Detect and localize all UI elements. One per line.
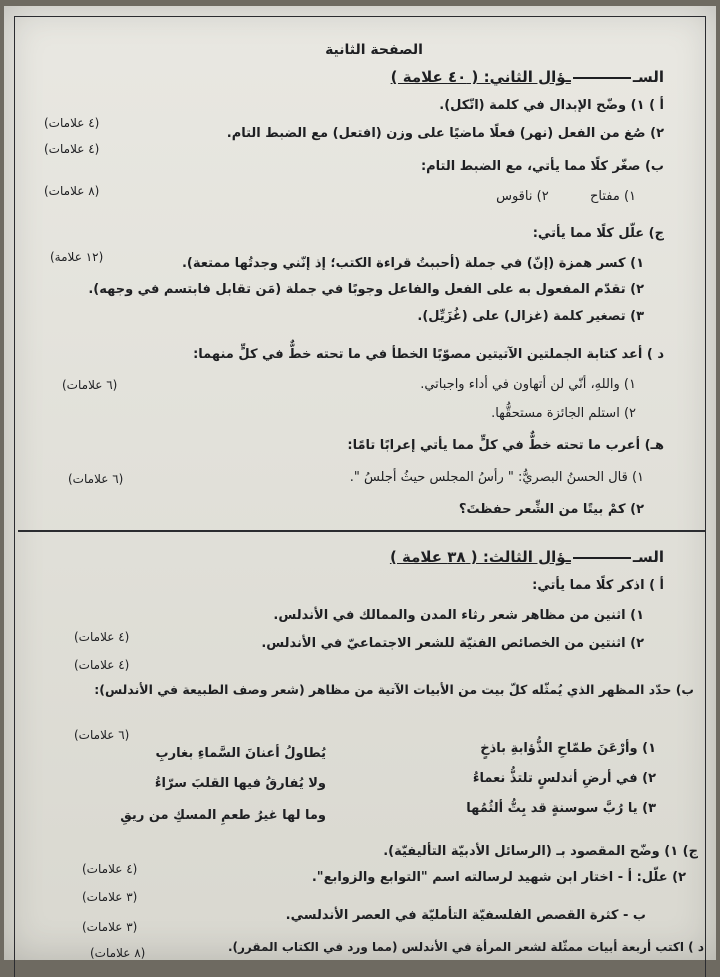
section-divider — [18, 530, 706, 532]
q3-c3: ب - كثرة القصص الفلسفيّة التأمليّة في العصر الأندلسي. — [285, 908, 646, 923]
q3-a2: ٢) اثنتين من الخصائص الفنيّة للشعر الاجتماعيّ في الأندلس. — [261, 636, 644, 651]
q3-c2-marks: (٣ علامات) — [82, 890, 138, 904]
q2-heading-start: السـ — [632, 68, 664, 86]
q2-c3: ٣) تصغير كلمة (غزال) على (غُزَيِّل). — [417, 309, 644, 324]
q3-b-marks: (٦ علامات) — [74, 728, 130, 742]
q2-heading-end: ـؤال الثاني: ( ٤٠ علامة ) — [390, 68, 571, 86]
q2-c2: ٢) تقدّم المفعول به على الفعل والفاعل وجوبًا في جملة (مَن تقابل فابتسم في وجهه). — [88, 282, 644, 297]
q2-d: د ) أعد كتابة الجملتين الآتيتين مصوّبًا الخطأ في ما تحته خطٌّ في كلٍّ منهما: — [193, 347, 664, 362]
q3-heading-end: ـؤال الثالث: ( ٣٨ علامة ) — [389, 548, 571, 566]
q3-b: ب) حدّد المظهر الذي يُمثّله كلّ بيت من الأبيات الآتية من مظاهر (شعر وصف الطبيعة في الأندلس): — [94, 682, 694, 697]
verse-1-first-half: ١) وأرْعَنَ طمّاحِ الذُّؤابةِ باذخٍ — [480, 741, 656, 756]
q2-a2-marks: (٤ علامات) — [44, 142, 100, 156]
q2-a2: ٢) صُغ من الفعل (نهر) فعلًا ماضيًا على وزن (افتعل) مع الضبط التام. — [226, 126, 664, 141]
q2-e2: ٢) كمْ بيتًا من الشِّعر حفظتَ؟ — [458, 502, 644, 517]
q3-d: د ) اكتب أربعة أبيات ممثّلة لشعر المرأة في الأندلس (مما ورد في الكتاب المقرر). — [227, 940, 704, 954]
q3-heading — [390, 548, 664, 566]
q3-a2-marks: (٤ علامات) — [74, 658, 130, 672]
q2-d2: ٢) استلم الجائزة مستحقُّها. — [491, 406, 636, 421]
exam-sheet — [4, 6, 716, 960]
q3-a1: ١) اثنين من مظاهر شعر رثاء المدن والممالك في الأندلس. — [273, 608, 644, 623]
q3-c2: ٢) علّل: أ - اختار ابن شهيد لرسالته اسم "التوابع والزوابع". — [311, 870, 686, 885]
q3-heading-start: السـ — [632, 548, 664, 566]
q2-d-marks: (٦ علامات) — [62, 378, 118, 392]
q2-d1: ١) واللهِ، أنّي لن أتهاون في أداء واجباتي. — [420, 377, 636, 392]
q3-a1-marks: (٤ علامات) — [74, 630, 130, 644]
q2-c-marks: (١٢ علامة) — [50, 250, 104, 264]
page-title: الصفحة الثانية — [325, 42, 423, 58]
q2-e: هـ) أعرب ما تحته خطٌّ في كلٍّ مما يأتي إعرابًا تامًا: — [347, 438, 664, 453]
q2-b: ب) صغّر كلًا مما يأتي، مع الضبط التام: — [420, 159, 664, 174]
q3-a: أ ) اذكر كلًا مما يأتي: — [532, 578, 664, 593]
verse-3-second-half: وما لها غيرُ طعمِ المسكِ من ريقِ — [120, 808, 326, 823]
q3-d-marks: (٨ علامات) — [90, 946, 146, 960]
verse-2-second-half: ولا يُفارقُ فيها القلبَ سرّاءُ — [154, 776, 326, 791]
q2-c1: ١) كسر همزة (إنّ) في جملة (أحببتُ قراءة الكتب؛ إذ إنّني وجدتُها ممتعة). — [181, 256, 644, 271]
q2-b-marks: (٨ علامات) — [44, 184, 100, 198]
q2-c: ج) علّل كلًا مما يأتي: — [532, 226, 664, 241]
heading-bar — [573, 557, 631, 559]
q2-a1-marks: (٤ علامات) — [44, 116, 100, 130]
heading-bar — [573, 77, 631, 79]
verse-3-first-half: ٣) يا رُبَّ سوسنةٍ قد بِتُّ ألثُمُها — [466, 801, 656, 816]
verse-2-first-half: ٢) في أرضِ أندلسٍ تلتذُّ نعماءُ — [472, 771, 656, 786]
q2-b-items: ١) مفتاح ٢) ناقوس — [496, 189, 636, 204]
q2-e1: ١) قال الحسنُ البصريُّ: " رأسُ المجلس حيثُ أجلسُ ". — [349, 470, 644, 485]
q2-heading — [391, 68, 664, 86]
q2-e-marks: (٦ علامات) — [68, 472, 124, 486]
q2-a1: أ ) ١) وضّح الإبدال في كلمة (اتّكل). — [439, 98, 664, 113]
verse-1-second-half: يُطاولُ أعنانَ السَّماءِ بغاربِ — [155, 746, 326, 761]
q3-c1-marks: (٤ علامات) — [82, 862, 138, 876]
q3-c3-marks: (٣ علامات) — [82, 920, 138, 934]
q3-c1: ج) ١) وضّح المقصود بـ (الرسائل الأدبيّة التأليفيّة). — [383, 844, 698, 859]
